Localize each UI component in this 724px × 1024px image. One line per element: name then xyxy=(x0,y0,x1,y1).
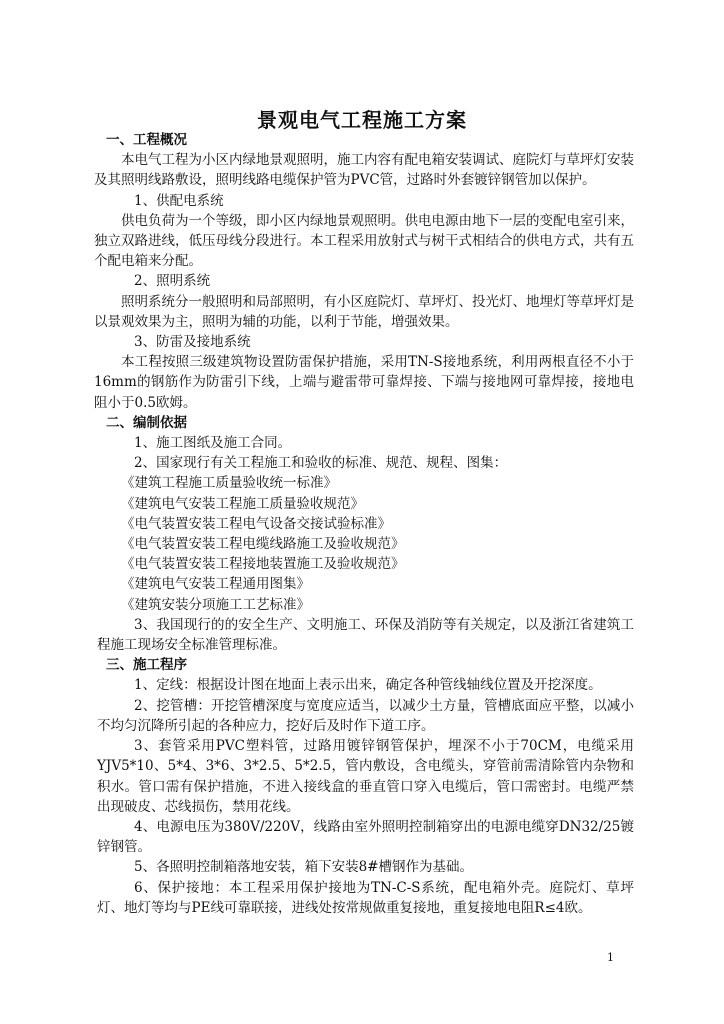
list-item: 2、国家现行有关工程施工和验收的标准、规范、规程、图集： xyxy=(134,455,508,472)
paragraph: 照明系统分一般照明和局部照明，有小区庭院灯、草坪灯、投光灯、地埋灯等草坪灯是以景观效果为主，照明为辅的功能，以利于节能，增强效果。 xyxy=(94,293,634,330)
standard-reference: 《建筑电气安装工程通用图集》 xyxy=(121,576,310,593)
list-item: 3、我国现行的的安全生产、文明施工、环保及消防等有关规定，以及浙江省建筑工程施工现场安全标准管理标准。 xyxy=(97,616,634,654)
list-item: 5、各照明控制箱落地安装，箱下安装8#槽钢作为基础。 xyxy=(134,859,473,876)
list-item: 3、套管采用PVC塑料管，过路用镀锌钢管保护，埋深不小于70CM，电缆采用 YJV5*10、5*4、3*6、3*2.5、5*2.5，管内敷设，含电缆头，穿管前需清除管内杂物和积水。管口需有保护措施，不进入接线盒的垂直管口穿入电缆后，管口需密封。电缆严禁出现破皮、芯线损伤，禁用花线。 xyxy=(97,738,634,815)
standard-reference: 《建筑安装分项施工工艺标准》 xyxy=(121,596,310,613)
list-item: 1、施工图纸及施工合同。 xyxy=(134,435,292,452)
paragraph: 本电气工程为小区内绿地景观照明，施工内容有配电箱安装调试、庭院灯与草坪灯安装及其照明线路敷设，照明线路电缆保护管为PVC管，过路时外套镀锌钢管加以保护。 xyxy=(94,152,634,189)
standard-reference: 《建筑工程施工质量验收统一标准》 xyxy=(121,475,337,492)
page-number: 1 xyxy=(607,951,614,964)
standard-reference: 《建筑电气安装工程施工质量验收规范》 xyxy=(121,495,364,512)
standard-reference: 《电气装置安装工程电气设备交接试验标准》 xyxy=(121,515,391,532)
paragraph: 本工程按照三级建筑物设置防雷保护措施，采用TN-S接地系统，利用两根直径不小于16mm的钢筋作为防雷引下线，上端与避雷带可靠焊接、下端与接地网可靠焊接，接地电阻小于0.5欧姆。 xyxy=(94,354,634,411)
subheading-power-supply: 1、供配电系统 xyxy=(134,192,224,209)
paragraph: 供电负荷为一个等级，即小区内绿地景观照明。供电电源由地下一层的变配电室引来，独立双路进线，低压母线分段进行。本工程采用放射式与树干式相结合的供电方式，共有五个配电箱来分配。 xyxy=(94,212,634,270)
standard-reference: 《电气装置安装工程电缆线路施工及验收规范》 xyxy=(121,536,405,553)
subheading-grounding: 3、防雷及接地系统 xyxy=(134,334,251,351)
subheading-lighting: 2、照明系统 xyxy=(134,273,211,290)
document-body xyxy=(94,130,634,918)
list-item: 6、保护接地：本工程采用保护接地为TN-C-S系统，配电箱外壳。庭院灯、草坪灯、地灯等均与PE线可靠联接，进线处按常规做重复接地，重复接地电阻R≤4欧。 xyxy=(97,879,634,916)
standard-reference: 《电气装置安装工程接地装置施工及验收规范》 xyxy=(121,556,405,573)
list-item: 4、电源电压为380V/220V，线路由室外照明控制箱穿出的电源电缆穿DN32/25镀锌钢管。 xyxy=(97,818,634,856)
section-heading-overview: 一、工程概况 xyxy=(106,132,187,148)
list-item: 2、挖管槽：开挖管槽深度与宽度应适当，以减少土方量，管槽底面应平整，以减小不均匀沉降所引起的各种应力，挖好后及时作下道工序。 xyxy=(97,697,634,734)
section-heading-procedure: 三、施工程序 xyxy=(106,657,187,674)
section-heading-basis: 二、编制依据 xyxy=(106,414,187,431)
page-title: 景观电气工程施工方案 xyxy=(257,108,467,132)
list-item: 1、定线：根据设计图在地面上表示出来，确定各种管线轴线位置及开挖深度。 xyxy=(134,677,602,694)
